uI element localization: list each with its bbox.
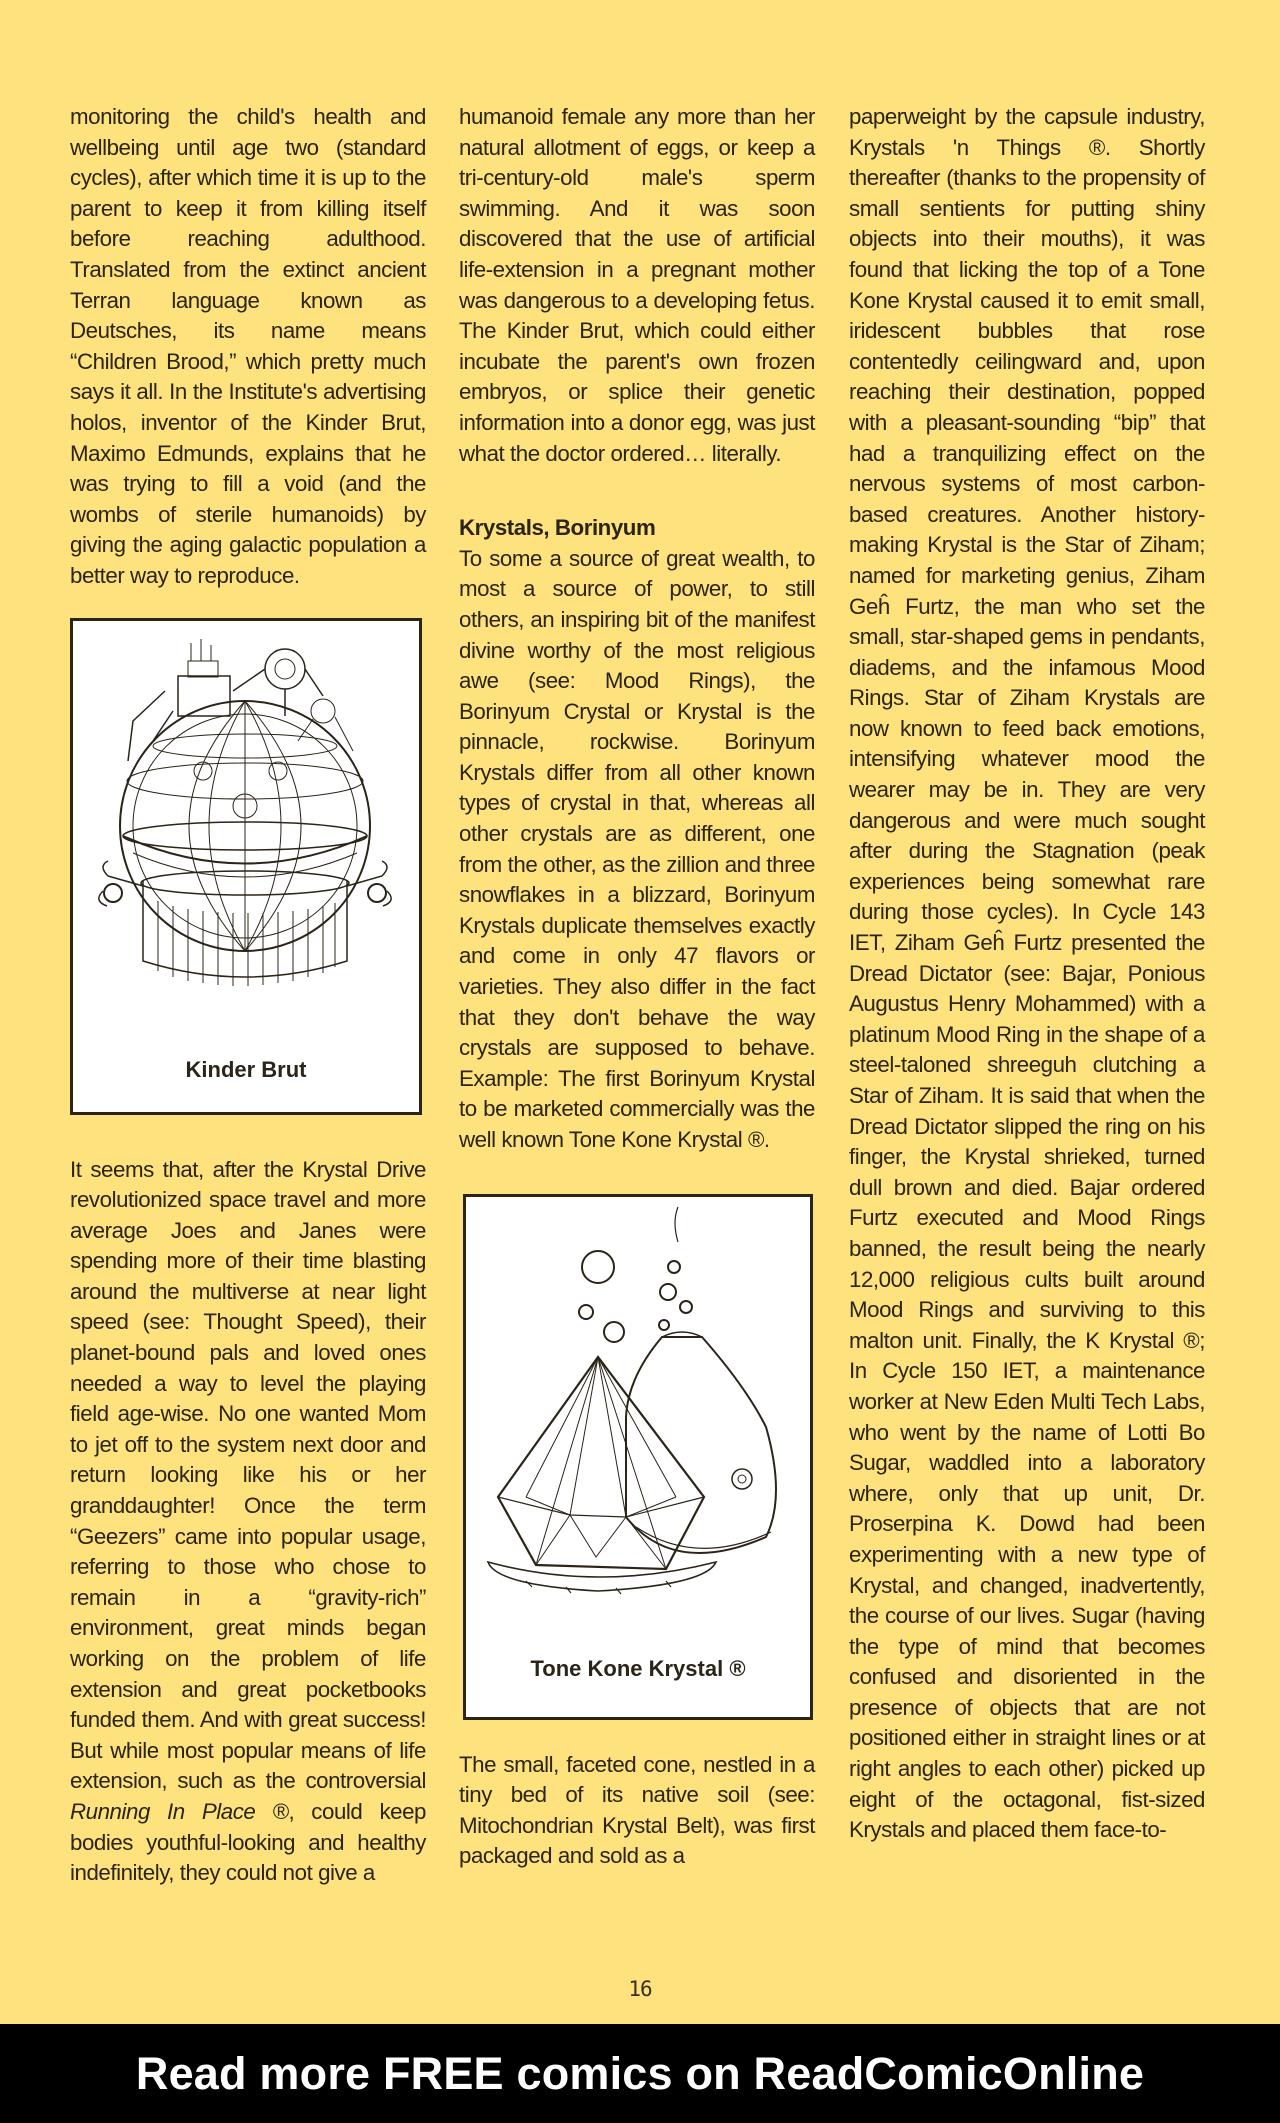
footer-banner[interactable]: Read more FREE comics on ReadComicOnline (0, 2024, 1280, 2123)
figure-caption: Kinder Brut (185, 1056, 307, 1082)
text-column-2 (459, 102, 815, 1872)
tone-kone-krystal-illustration (466, 1197, 810, 1637)
paragraph: paperweight by the capsule industry, Krystals 'n Things ®. Shortly thereafter (thanks to the propensity of small sentients for putting shiny objects into their mouths), it was found that licking the top of a Tone Kone Krystal caused it to emit small, iridescent bubbles that rose contentedly ceilingward and, upon reaching their destination, popped with a pleasant-sounding “bip” that had a tranquilizing effect on the nervous systems of most carbon-based creatures. Another history-making Krystal is the Star of Ziham; named for marketing genius, Ziham Geĥ Furtz, the man who set the small, star-shaped gems in pendants, diadems, and the infamous Mood Rings. Star of Ziham Krystals are now known to feed back emotions, intensifying whatever mood the wearer may be in. They are very dangerous and were much sought after during the Stagnation (peak experiences being somewhat rare during those cycles). In Cycle 143 IET, Ziham Geĥ Furtz presented the Dread Dictator (see: Bajar, Ponious Augustus Henry Mohammed) with a platinum Mood Ring in the shape of a steel-taloned shreeguh clutching a Star of Ziham. It is said that when the Dread Dictator slipped the ring on his finger, the Krystal shrieked, turned dull brown and died. Bajar ordered Furtz executed and Mood Rings banned, the result being the nearly 12,000 religious cults built around Mood Rings and surviving to this malton unit. Finally, the K Krystal ®; In Cycle 150 IET, a maintenance worker at New Eden Multi Tech Labs, who went by the name of Lotti Bo Sugar, waddled into a laboratory where, only that up unit, Dr. Proserpina K. Dowd had been experimenting with a new type of Krystal, and changed, inadvertently, the course of our lives. Sugar (having the type of mind that becomes confused and disoriented in the presence of objects that are not positioned either in straight lines or at right angles to each other) picked up eight of the octagonal, fist-sized Krystals and placed them face-to- (849, 104, 1205, 1843)
paragraph-text: , could keep bodies youthful-looking and healthy indefinitely, they could not give a (70, 1798, 427, 1886)
text-column-1 (70, 102, 426, 1889)
kinder-brut-figure (70, 618, 422, 1115)
kinder-brut-illustration (73, 621, 419, 1021)
tone-kone-krystal-figure (463, 1194, 813, 1720)
paragraph-text: It seems that, after the Krystal Drive revolutionized space travel and more average Joes and Janes were spending more of their time blasting around the multiverse at near light speed (see: Thought Speed), their planet-bound pals and loved ones needed a way to level the playing field age-wise. No one wanted Mom to jet off to the system next door and return looking like his or her granddaughter! Once the term “Geezers” came into popular usage, referring to those who chose to remain in a “gravity-rich” environment, great minds began working on the problem of life extension and great pocketbooks funded them. And with great success! But while most popular means of life extension, such as the controversial (70, 1156, 426, 1794)
product-name: Running In Place ® (70, 1798, 289, 1824)
paragraph (70, 1155, 426, 1889)
figure-caption: Tone Kone Krystal ® (530, 1655, 746, 1681)
paragraph: monitoring the child's health and wellbeing until age two (standard cycles), after which time it is up to the parent to keep it from killing itself before reaching adulthood. Translated from the extinct ancient Terran language known as Deutsches, its name means “Children Brood,” which pretty much says it all. In the Institute's advertising holos, inventor of the Kinder Brut, Maximo Edmunds, explains that he was trying to fill a void (and the wombs of sterile humanoids) by giving the aging galactic population a better way to reproduce. (70, 104, 426, 588)
paragraph: The small, faceted cone, nestled in a tiny bed of its native soil (see: Mitochondrian Krystal Belt), was first packaged and sold as a (459, 1751, 815, 1869)
paragraph: To some a source of great wealth, to most a source of power, to still others, an inspiring bit of the manifest divine worthy of the most religious awe (see: Mood Rings), the Borinyum Crystal or Krystal is the pinnacle, rockwise. Borinyum Krystals differ from all other known types of crystal in that, whereas all other crystals are as different, one from the other, as the zillion and three snowflakes in a blizzard, Borinyum Krystals duplicate themselves exactly and come in only 47 flavors or varieties. They also differ in the fact that they don't behave the way crystals are supposed to behave. Example: The first Borinyum Krystal to be marketed commercially was the well known Tone Kone Krystal ®. (459, 545, 815, 1152)
page-number: 16 (628, 1977, 652, 2001)
entry-heading: Krystals, Borinyum (459, 515, 656, 541)
text-column-3 (849, 102, 1205, 1846)
paragraph: humanoid female any more than her natural allotment of eggs, or keep a tri-century-old male's sperm swimming. And it was soon discovered that the use of artificial life-extension in a pregnant mother was dangerous to a developing fetus. The Kinder Brut, which could either incubate the parent's own frozen embryos, or splice their genetic information into a donor egg, was just what the doctor ordered… literally. (459, 104, 815, 466)
